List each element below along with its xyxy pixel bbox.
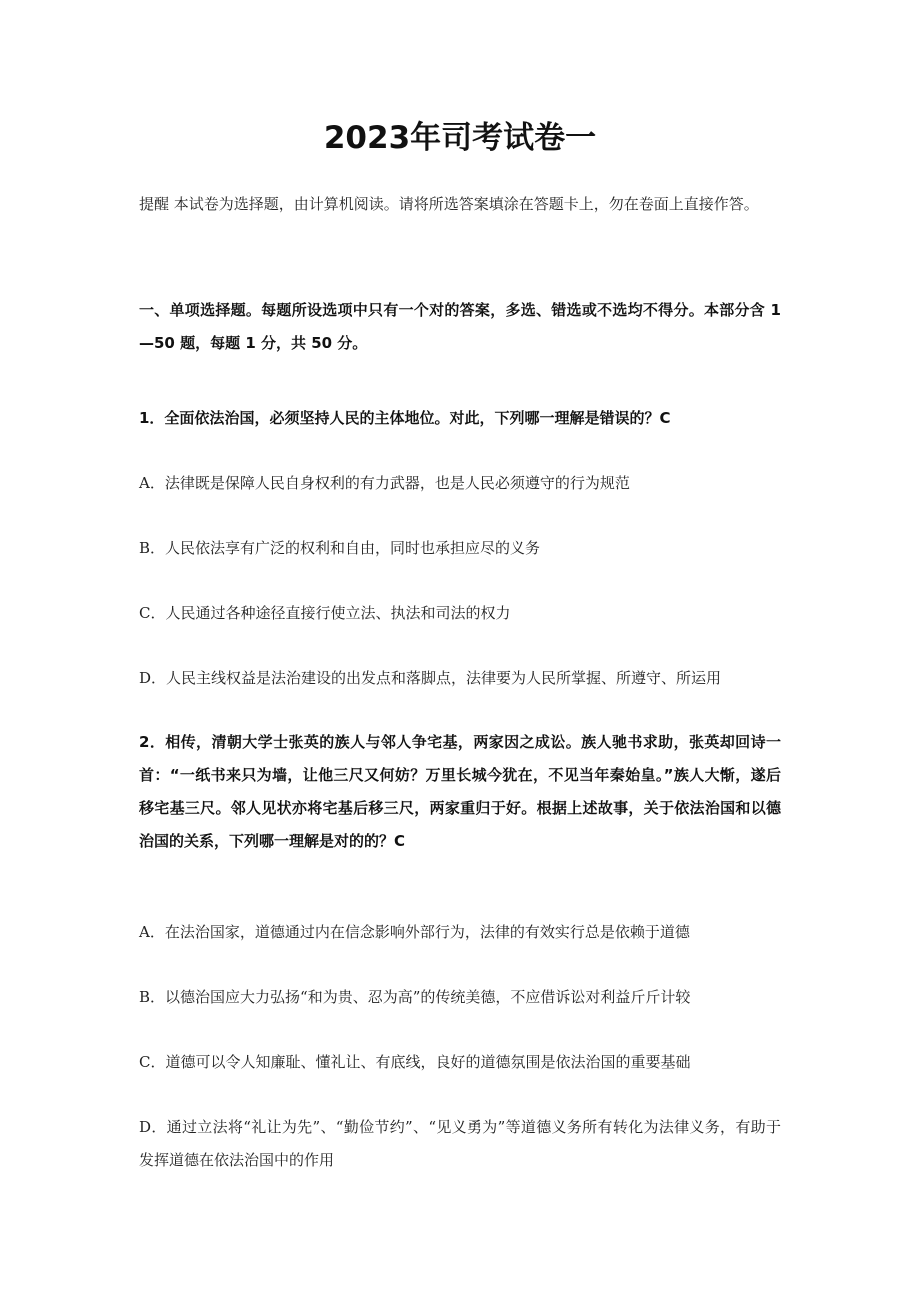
question-1-option-c: C．人民通过各种途径直接行使立法、执法和司法的权力 xyxy=(139,604,511,622)
notice-text: 提醒 本试卷为选择题，由计算机阅读。请将所选答案填涂在答题卡上，勿在卷面上直接作答。 xyxy=(139,195,759,213)
question-2-option-c: C．道德可以令人知廉耻、懂礼让、有底线，良好的道德氛围是依法治国的重要基础 xyxy=(139,1053,691,1071)
exam-title: 2023年司考试卷一 xyxy=(323,120,597,156)
question-1-option-d: D．人民主线权益是法治建设的出发点和落脚点，法律要为人民所掌握、所遵守、所运用 xyxy=(139,669,722,687)
section-heading: 一、单项选择题。每题所设选项中只有一个对的答案，多选、错选或不选均不得分。本部分含 1—50 题，每题 1 分，共 50 分。 xyxy=(139,301,781,352)
question-1-option-b: B．人民依法享有广泛的权利和自由，同时也承担应尽的义务 xyxy=(139,539,541,557)
question-2-stem: 2．相传，清朝大学士张英的族人与邻人争宅基，两家因之成讼。族人驰书求助，张英却回诗一首：“一纸书来只为墙，让他三尺又何妨？万里长城今犹在，不见当年秦始皇。”族人大惭，遂后移宅基三尺。邻人见状亦将宅基后移三尺，两家重归于好。根据上述故事，关于依法治国和以德治国的关系，下列哪一理解是对的的？C xyxy=(139,733,781,850)
question-1-option-a: A．法律既是保障人民自身权利的有力武器，也是人民必须遵守的行为规范 xyxy=(139,474,630,492)
question-1-stem: 1．全面依法治国，必须坚持人民的主体地位。对此，下列哪一理解是错误的？C xyxy=(139,409,671,427)
question-2-option-d: D．通过立法将“礼让为先”、“勤俭节约”、“见义勇为”等道德义务所有转化为法律义务，有助于发挥道德在依法治国中的作用 xyxy=(139,1118,781,1169)
question-2-option-b: B．以德治国应大力弘扬“和为贵、忍为高”的传统美德，不应借诉讼对利益斤斤计较 xyxy=(139,988,691,1006)
question-2-option-a: A．在法治国家，道德通过内在信念影响外部行为，法律的有效实行总是依赖于道德 xyxy=(139,923,690,941)
